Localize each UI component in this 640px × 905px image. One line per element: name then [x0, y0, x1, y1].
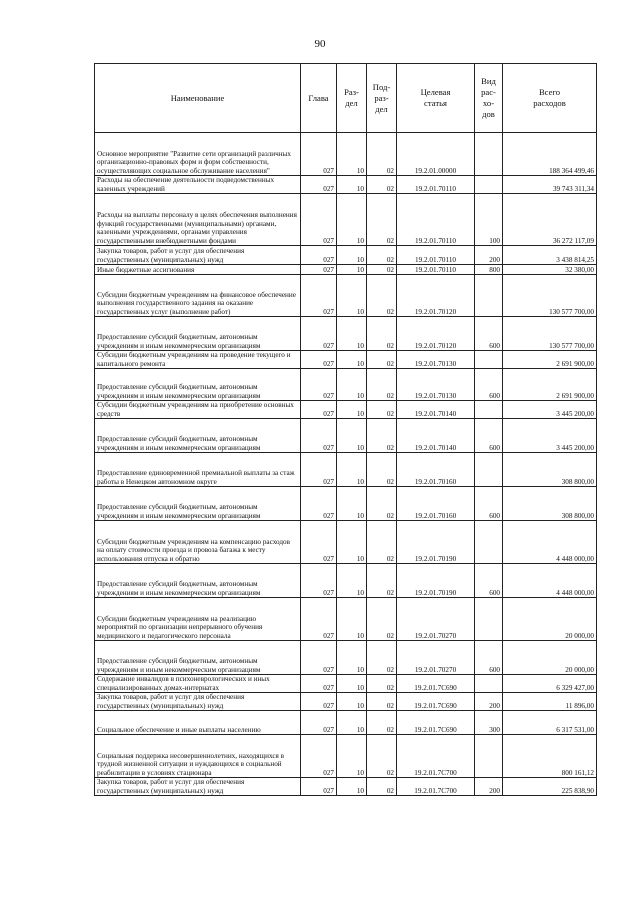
header-expense-text: Вид рас- хо- дов — [481, 76, 496, 119]
cell-target: 19.2.01.70120 — [397, 275, 475, 317]
cell-name: Субсидии бюджетным учреждениям на реализацию мероприятий по организации непрерывного обучения медицинского и педагогического персонала — [95, 598, 301, 641]
cell-name: Расходы на выплаты персоналу в целях обеспечения выполнения функций государственными (муниципальными) органами, казенными учреждениями, органами управления государственными внебюджетными фондами — [95, 194, 301, 246]
header-name-text: Наименование — [170, 92, 225, 103]
cell-target: 19.2.01.70190 — [397, 564, 475, 598]
cell-total: 20 000,00 — [503, 641, 597, 675]
cell-subsection: 02 — [367, 275, 397, 317]
cell-total: 308 800,00 — [503, 487, 597, 521]
header-subsection — [367, 64, 397, 133]
cell-target: 19.2.01.00000 — [397, 133, 475, 176]
cell-target: 19.2.01.7С690 — [397, 693, 475, 711]
cell-total: 3 438 814,25 — [503, 246, 597, 265]
cell-subsection: 02 — [367, 735, 397, 778]
cell-subsection: 02 — [367, 351, 397, 369]
cell-name: Предоставление субсидий бюджетным, автономным учреждениям и иным некоммерческим организациям — [95, 419, 301, 453]
cell-section: 10 — [337, 194, 367, 246]
cell-total: 36 272 117,09 — [503, 194, 597, 246]
cell-expense — [475, 275, 503, 317]
cell-target: 19.2.01.70140 — [397, 419, 475, 453]
cell-section: 10 — [337, 369, 367, 401]
cell-subsection: 02 — [367, 693, 397, 711]
cell-chapter: 027 — [301, 275, 337, 317]
cell-expense: 600 — [475, 369, 503, 401]
cell-name: Предоставление субсидий бюджетным, автономным учреждениям и иным некоммерческим организациям — [95, 641, 301, 675]
cell-chapter: 027 — [301, 778, 337, 796]
cell-section: 10 — [337, 351, 367, 369]
table-header — [95, 64, 597, 133]
cell-name: Социальное обеспечение и иные выплаты населению — [95, 711, 301, 735]
cell-chapter: 027 — [301, 675, 337, 693]
cell-name: Иные бюджетные ассигнования — [95, 265, 301, 275]
cell-name: Субсидии бюджетным учреждениям на проведение текущего и капитального ремонта — [95, 351, 301, 369]
cell-expense: 200 — [475, 693, 503, 711]
cell-total: 188 364 499,46 — [503, 133, 597, 176]
table-body — [95, 133, 597, 796]
table-row — [95, 641, 597, 675]
table-row — [95, 735, 597, 778]
cell-name: Предоставление субсидий бюджетным, автономным учреждениям и иным некоммерческим организациям — [95, 564, 301, 598]
cell-chapter: 027 — [301, 265, 337, 275]
header-target — [397, 64, 475, 133]
cell-section: 10 — [337, 176, 367, 194]
table-row — [95, 453, 597, 487]
table-row — [95, 401, 597, 419]
cell-name: Закупка товаров, работ и услуг для обеспечения государственных (муниципальных) нужд — [95, 246, 301, 265]
cell-chapter: 027 — [301, 693, 337, 711]
cell-subsection: 02 — [367, 265, 397, 275]
cell-section: 10 — [337, 275, 367, 317]
cell-expense — [475, 133, 503, 176]
header-expense — [475, 64, 503, 133]
cell-total: 3 445 200,00 — [503, 401, 597, 419]
header-section — [337, 64, 367, 133]
cell-chapter: 027 — [301, 521, 337, 564]
cell-chapter: 027 — [301, 369, 337, 401]
table-row — [95, 598, 597, 641]
table-row — [95, 675, 597, 693]
cell-total: 4 448 000,00 — [503, 564, 597, 598]
table-row — [95, 564, 597, 598]
cell-target: 19.2.01.70270 — [397, 598, 475, 641]
budget-table — [94, 63, 597, 796]
cell-expense — [475, 401, 503, 419]
table-row — [95, 778, 597, 796]
cell-expense: 800 — [475, 265, 503, 275]
cell-subsection: 02 — [367, 598, 397, 641]
table-row — [95, 176, 597, 194]
cell-total: 4 448 000,00 — [503, 521, 597, 564]
cell-total: 11 896,00 — [503, 693, 597, 711]
cell-chapter: 027 — [301, 246, 337, 265]
cell-section: 10 — [337, 641, 367, 675]
cell-expense: 600 — [475, 317, 503, 351]
cell-subsection: 02 — [367, 487, 397, 521]
cell-chapter: 027 — [301, 401, 337, 419]
cell-section: 10 — [337, 735, 367, 778]
cell-target: 19.2.01.70110 — [397, 265, 475, 275]
header-section-text: Раз- дел — [344, 87, 359, 108]
cell-chapter: 027 — [301, 176, 337, 194]
table-row — [95, 419, 597, 453]
cell-expense: 100 — [475, 194, 503, 246]
cell-target: 19.2.01.70130 — [397, 351, 475, 369]
cell-name: Содержание инвалидов в психоневрологических и иных специализированных домах-интернатах — [95, 675, 301, 693]
cell-expense: 600 — [475, 564, 503, 598]
cell-chapter: 027 — [301, 487, 337, 521]
cell-total: 32 380,00 — [503, 265, 597, 275]
cell-target: 19.2.01.7С700 — [397, 735, 475, 778]
cell-chapter: 027 — [301, 419, 337, 453]
cell-chapter: 027 — [301, 564, 337, 598]
cell-expense: 600 — [475, 487, 503, 521]
cell-section: 10 — [337, 317, 367, 351]
table-row — [95, 521, 597, 564]
cell-subsection: 02 — [367, 778, 397, 796]
cell-target: 19.2.01.70120 — [397, 317, 475, 351]
cell-expense: 200 — [475, 246, 503, 265]
cell-target: 19.2.01.7С690 — [397, 675, 475, 693]
header-chapter-text: Глава — [308, 92, 329, 103]
table-row — [95, 369, 597, 401]
cell-section: 10 — [337, 693, 367, 711]
cell-chapter: 027 — [301, 317, 337, 351]
table-row — [95, 351, 597, 369]
table-row — [95, 133, 597, 176]
cell-expense — [475, 675, 503, 693]
cell-expense: 600 — [475, 419, 503, 453]
cell-total: 130 577 700,00 — [503, 275, 597, 317]
cell-total: 2 691 900,00 — [503, 369, 597, 401]
cell-expense — [475, 453, 503, 487]
table-row — [95, 693, 597, 711]
cell-target: 19.2.01.70110 — [397, 246, 475, 265]
cell-section: 10 — [337, 133, 367, 176]
header-target-text: Целевая статья — [420, 87, 451, 108]
cell-section: 10 — [337, 564, 367, 598]
cell-total: 800 161,12 — [503, 735, 597, 778]
cell-target: 19.2.01.70160 — [397, 453, 475, 487]
cell-name: Предоставление субсидий бюджетным, автономным учреждениям и иным некоммерческим организациям — [95, 317, 301, 351]
table-row — [95, 711, 597, 735]
cell-name: Закупка товаров, работ и услуг для обеспечения государственных (муниципальных) нужд — [95, 778, 301, 796]
cell-chapter: 027 — [301, 194, 337, 246]
cell-expense — [475, 735, 503, 778]
cell-expense — [475, 176, 503, 194]
cell-section: 10 — [337, 419, 367, 453]
cell-section: 10 — [337, 401, 367, 419]
cell-total: 3 445 200,00 — [503, 419, 597, 453]
cell-target: 19.2.01.7С690 — [397, 711, 475, 735]
cell-total: 308 800,00 — [503, 453, 597, 487]
cell-name: Расходы на обеспечение деятельности подведомственных казенных учреждений — [95, 176, 301, 194]
table-row — [95, 317, 597, 351]
cell-subsection: 02 — [367, 246, 397, 265]
cell-section: 10 — [337, 246, 367, 265]
cell-subsection: 02 — [367, 521, 397, 564]
cell-target: 19.2.01.70190 — [397, 521, 475, 564]
table-row — [95, 194, 597, 246]
cell-section: 10 — [337, 453, 367, 487]
cell-section: 10 — [337, 487, 367, 521]
cell-target: 19.2.01.70270 — [397, 641, 475, 675]
cell-name: Предоставление субсидий бюджетным, автономным учреждениям и иным некоммерческим организациям — [95, 369, 301, 401]
cell-subsection: 02 — [367, 176, 397, 194]
cell-name: Субсидии бюджетным учреждениям на приобретение основных средств — [95, 401, 301, 419]
cell-expense — [475, 521, 503, 564]
cell-chapter: 027 — [301, 735, 337, 778]
cell-name: Закупка товаров, работ и услуг для обеспечения государственных (муниципальных) нужд — [95, 693, 301, 711]
cell-name: Основное мероприятие "Развитие сети организаций различных организационно-правовых форм и форм собственности, осуществляющих социальное обслуживание населения" — [95, 133, 301, 176]
cell-section: 10 — [337, 598, 367, 641]
cell-target: 19.2.01.7С700 — [397, 778, 475, 796]
cell-expense: 600 — [475, 641, 503, 675]
cell-total: 130 577 700,00 — [503, 317, 597, 351]
table-row — [95, 487, 597, 521]
cell-section: 10 — [337, 675, 367, 693]
header-total-text: Всего расходов — [533, 87, 566, 108]
cell-target: 19.2.01.70140 — [397, 401, 475, 419]
header-subsection-text: Под- раз- дел — [372, 81, 391, 114]
cell-chapter: 027 — [301, 711, 337, 735]
cell-subsection: 02 — [367, 133, 397, 176]
cell-subsection: 02 — [367, 675, 397, 693]
cell-total: 225 838,90 — [503, 778, 597, 796]
cell-subsection: 02 — [367, 711, 397, 735]
table-row — [95, 246, 597, 265]
cell-expense — [475, 351, 503, 369]
cell-section: 10 — [337, 711, 367, 735]
cell-target: 19.2.01.70110 — [397, 194, 475, 246]
cell-subsection: 02 — [367, 401, 397, 419]
cell-name: Субсидии бюджетным учреждениям на компенсацию расходов на оплату стоимости проезда и провоза багажа к месту использования отпуска и обратно — [95, 521, 301, 564]
cell-target: 19.2.01.70110 — [397, 176, 475, 194]
cell-name: Субсидии бюджетным учреждениям на финансовое обеспечение выполнения государственного задания на оказание государственных услуг (выполнение работ) — [95, 275, 301, 317]
cell-name: Предоставление единовременной премиальной выплаты за стаж работы в Ненецком автономном округе — [95, 453, 301, 487]
cell-subsection: 02 — [367, 564, 397, 598]
header-row — [95, 64, 597, 133]
cell-subsection: 02 — [367, 194, 397, 246]
table-row — [95, 275, 597, 317]
cell-chapter: 027 — [301, 133, 337, 176]
cell-subsection: 02 — [367, 641, 397, 675]
page-number: 90 — [314, 38, 326, 50]
cell-subsection: 02 — [367, 317, 397, 351]
cell-expense — [475, 598, 503, 641]
cell-total: 6 329 427,00 — [503, 675, 597, 693]
cell-total: 20 000,00 — [503, 598, 597, 641]
cell-expense: 300 — [475, 711, 503, 735]
cell-name: Предоставление субсидий бюджетным, автономным учреждениям и иным некоммерческим организациям — [95, 487, 301, 521]
header-total — [503, 64, 597, 133]
cell-subsection: 02 — [367, 419, 397, 453]
cell-section: 10 — [337, 265, 367, 275]
cell-chapter: 027 — [301, 351, 337, 369]
cell-chapter: 027 — [301, 598, 337, 641]
cell-target: 19.2.01.70160 — [397, 487, 475, 521]
cell-expense: 200 — [475, 778, 503, 796]
cell-total: 6 317 531,00 — [503, 711, 597, 735]
cell-subsection: 02 — [367, 453, 397, 487]
header-name — [95, 64, 301, 133]
cell-target: 19.2.01.70130 — [397, 369, 475, 401]
cell-chapter: 027 — [301, 453, 337, 487]
cell-total: 2 691 900,00 — [503, 351, 597, 369]
cell-section: 10 — [337, 521, 367, 564]
cell-name: Социальная поддержка несовершеннолетних, находящихся в трудной жизненной ситуации и нуждающихся в социальной реабилитации в условиях стационара — [95, 735, 301, 778]
cell-section: 10 — [337, 778, 367, 796]
cell-chapter: 027 — [301, 641, 337, 675]
table-row — [95, 265, 597, 275]
cell-total: 39 743 311,34 — [503, 176, 597, 194]
header-chapter — [301, 64, 337, 133]
cell-subsection: 02 — [367, 369, 397, 401]
